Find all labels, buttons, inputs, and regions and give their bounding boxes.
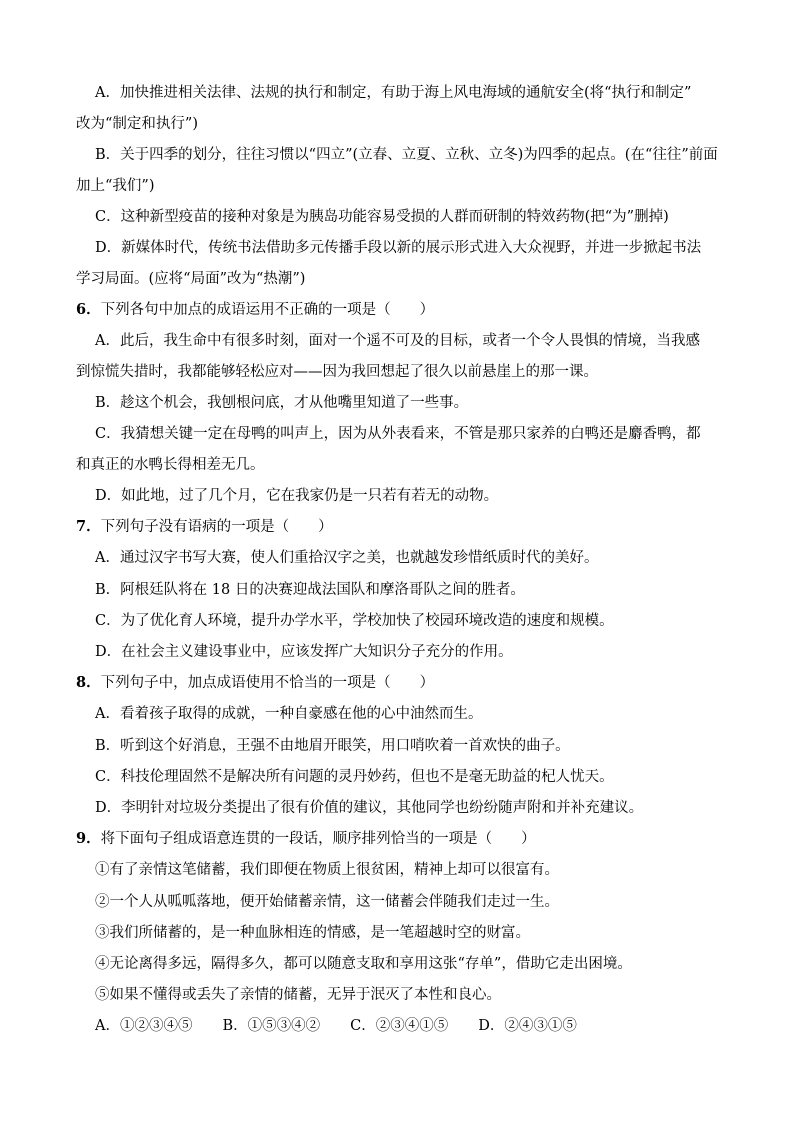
q6-option-c-line1: C．我猜想关键一定在母鸭的叫声上，因为从外表看来，不管是那只家养的白鸭还是麝香鸭，都 xyxy=(95,426,701,442)
q9-option-d: D．②④③①⑤ xyxy=(478,1018,577,1034)
q6-option-a-line1: A．此后，我生命中有很多时刻，面对一个遥不可及的目标，或者一个令人畏惧的情境，当我感 xyxy=(95,333,700,349)
question-8-stem: 下列句子中，加点成语使用不恰当的一项是（ ） xyxy=(100,675,435,691)
q8-option-c: C．科技伦理固然不是解决所有问题的灵丹妙药，但也不是毫无助益的杞人忧天。 xyxy=(95,769,614,785)
q9-sentence-5: ⑤如果不懂得或丢失了亲情的储蓄，无异于泯灭了本性和良心。 xyxy=(95,987,501,1003)
q7-option-d: D．在社会主义建设事业中，应该发挥广大知识分子充分的作用。 xyxy=(95,644,513,660)
q7-option-c: C．为了优化育人环境，提升办学水平，学校加快了校园环境改造的速度和规模。 xyxy=(95,613,614,629)
q5-option-b-line2: 加上“我们”) xyxy=(76,178,155,194)
q7-option-b: B．阿根廷队将在 18 日的决赛迎战法国队和摩洛哥队之间的胜者。 xyxy=(95,582,525,598)
question-9 xyxy=(76,829,726,849)
q9-sentence-2: ②一个人从呱呱落地，便开始储蓄亲情，这一储蓄会伴随我们走过一生。 xyxy=(95,894,559,910)
q7-option-a: A．通过汉字书写大赛，使人们重拾汉字之美，也就越发珍惜纸质时代的美好。 xyxy=(95,550,599,566)
q5-option-b-line1: B．关于四季的划分，往往习惯以“四立”(立春、立夏、立秋、立冬)为四季的起点。(在“往往”前面 xyxy=(95,147,718,163)
question-8 xyxy=(76,673,726,693)
question-8-number: 8． xyxy=(76,674,101,691)
q5-option-a-line1: A．加快推进相关法律、法规的执行和制定，有助于海上风电海域的通航安全(将“执行和制定” xyxy=(95,85,692,101)
question-6-stem: 下列各句中加点的成语运用不正确的一项是（ ） xyxy=(100,302,435,318)
q8-option-d: D．李明针对垃圾分类提出了很有价值的建议，其他同学也纷纷随声附和并补充建议。 xyxy=(95,800,644,816)
q5-option-a-line2: 改为“制定和执行”) xyxy=(76,116,198,132)
question-6-number: 6． xyxy=(76,301,101,318)
question-9-stem: 将下面句子组成语意连贯的一段话，顺序排列恰当的一项是（ ） xyxy=(100,831,536,847)
q9-option-b: B．①⑤③④② xyxy=(222,1018,321,1034)
q5-option-d-line2: 学习局面。(应将“局面”改为“热潮”) xyxy=(76,271,306,287)
q9-sentence-4: ④无论离得多远，隔得多久，都可以随意支取和享用这张“存单”，借助它走出困境。 xyxy=(95,956,632,972)
q6-option-b: B．趁这个机会，我刨根问底，才从他嘴里知道了一些事。 xyxy=(95,395,469,411)
q6-option-c-line2: 和真正的水鸭长得相差无几。 xyxy=(76,457,265,473)
q8-option-b: B．听到这个好消息，王强不由地眉开眼笑，用口哨吹着一首欢快的曲子。 xyxy=(95,738,570,754)
q5-option-d-line1: D．新媒体时代，传统书法借助多元传播手段以新的展示形式进入大众视野，并进一步掀起书法 xyxy=(95,240,702,256)
q9-sentence-3: ③我们所储蓄的，是一种血脉相连的情感，是一笔超越时空的财富。 xyxy=(95,925,530,941)
question-6 xyxy=(76,300,726,320)
question-7-stem: 下列句子没有语病的一项是（ ） xyxy=(100,519,333,535)
q6-option-a-line2: 到惊慌失措时，我都能够轻松应对——因为我回想起了很久以前悬崖上的那一课。 xyxy=(76,364,598,380)
q5-option-c: C．这种新型疫苗的接种对象是为胰岛功能容易受损的人群而研制的特效药物(把“为”删掉) xyxy=(95,209,669,225)
q9-answer-options xyxy=(95,1016,715,1036)
q9-option-c: C．②③④①⑤ xyxy=(350,1018,449,1034)
q9-sentence-1: ①有了亲情这笔储蓄，我们即便在物质上很贫困，精神上却可以很富有。 xyxy=(95,862,559,878)
q8-option-a: A．看着孩子取得的成就，一种自豪感在他的心中油然而生。 xyxy=(95,706,483,722)
question-7 xyxy=(76,517,726,537)
q6-option-d: D．如此地，过了几个月，它在我家仍是一只若有若无的动物。 xyxy=(95,488,499,504)
q9-option-a: A．①②③④⑤ xyxy=(95,1018,193,1034)
question-7-number: 7． xyxy=(76,518,101,535)
question-9-number: 9． xyxy=(76,830,101,847)
